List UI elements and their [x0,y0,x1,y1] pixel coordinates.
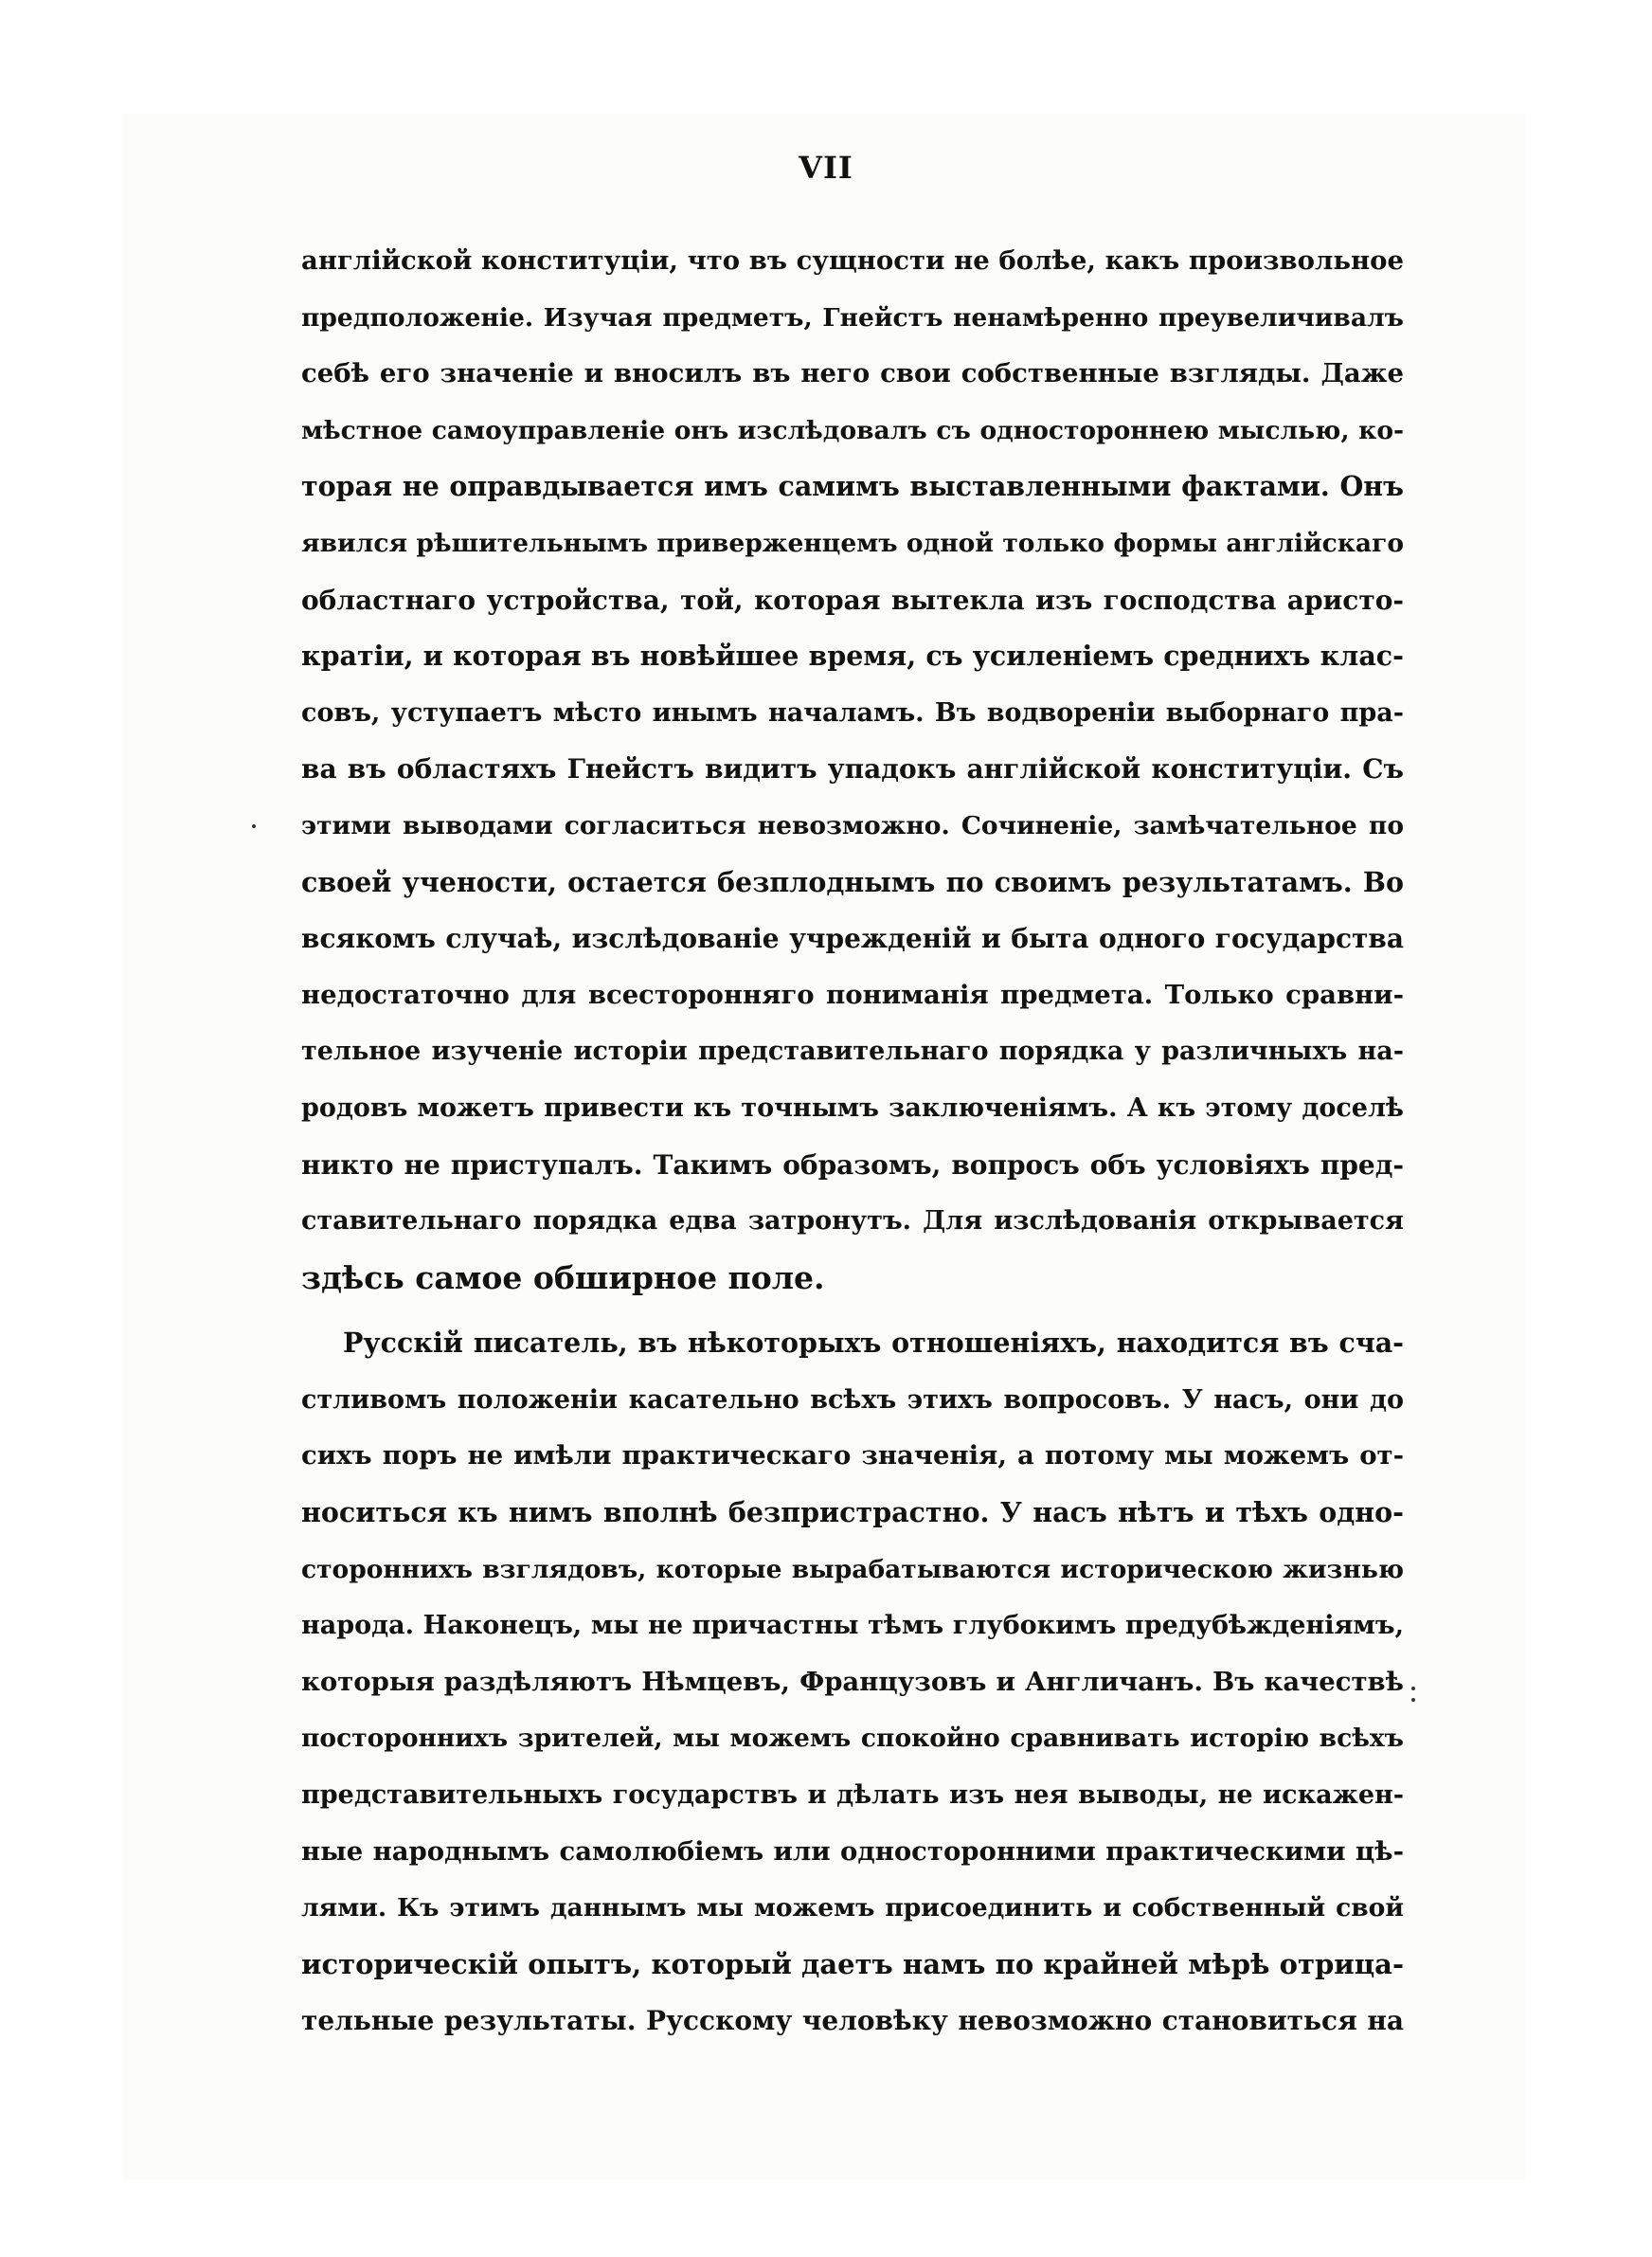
text-line: никто не приступалъ. Такимъ образомъ, вопросъ объ условіяхъ пред- [301,1148,1404,1181]
text-line: Русскій писатель, въ нѣкоторыхъ отношеніяхъ, находится въ сча- [343,1327,1404,1360]
text-line: тельное изученіе исторіи представительнаго порядка у различныхъ на- [301,1037,1404,1067]
paragraph-gap [301,1306,1404,1315]
page-number: VII [799,150,853,186]
text-line: ва въ областяхъ Гнейстъ видитъ упадокъ англійской конституціи. Съ [301,753,1404,785]
text-line: стливомъ положеніи касательно всѣхъ этихъ вопросовъ. У насъ, они до [301,1384,1404,1415]
text-line: всякомъ случаѣ, изслѣдованіе учрежденій и быта одного государства [301,923,1404,955]
text-line: совъ, уступаетъ мѣсто инымъ началамъ. Въ водвореніи выборнаго пра- [301,697,1404,728]
text-line: этими выводами согласиться невозможно. Сочиненіе, замѣчательное по [301,810,1404,840]
body-text [301,233,1404,2049]
text-line: лями. Къ этимъ даннымъ мы можемъ присоединить и собственный свой [301,1893,1404,1923]
text-line: торая не оправдывается имъ самимъ выставленными фактами. Онъ [301,470,1404,503]
text-line: тельные результаты. Русскому человѣку невозможно становиться на [301,2005,1404,2037]
text-line: мѣстное самоуправленіе онъ изслѣдовалъ съ одностороннею мыслью, ко- [301,415,1404,445]
text-line: сихъ поръ не имѣли практическаго значенія, а потому мы можемъ от- [301,1440,1404,1472]
text-line: англійской конституціи, что въ сущности не болѣе, какъ произвольное [301,245,1404,276]
scan-speck [1411,1698,1415,1702]
text-line: историческій опытъ, который даетъ намъ по крайней мѣрѣ отрица- [301,1947,1404,1980]
text-line: ставительнаго порядка едва затронутъ. Для изслѣдованія открывается [301,1206,1404,1237]
text-line: народа. Наконецъ, мы не причастны тѣмъ глубокимъ предубѣжденіямъ, [301,1611,1404,1641]
paragraph-2 [301,1315,1404,2049]
text-line: постороннихъ зрителей, мы можемъ спокойно сравнивать исторію всѣхъ [301,1724,1404,1754]
text-line: стороннихъ взглядовъ, которые вырабатываются историческою жизнью [301,1554,1404,1584]
scan-speck [1411,1687,1415,1690]
text-line: носиться къ нимъ вполнѣ безпристрастно. У насъ нѣтъ и тѣхъ одно- [301,1496,1404,1529]
text-line: которыя раздѣляютъ Нѣмцевъ, Французовъ и Англичанъ. Въ качествѣ [301,1666,1404,1697]
text-line: ные народнымъ самолюбіемъ или односторонними практическими цѣ- [301,1835,1404,1867]
text-line: кратіи, и которая въ новѣйшее время, съ усиленіемъ среднихъ клас- [301,640,1404,673]
text-line: представительныхъ государствъ и дѣлать изъ нея выводы, не искажен- [301,1780,1404,1811]
text-line: недостаточно для всесторонняго пониманія предмета. Только сравни- [301,979,1404,1010]
paragraph-1 [301,233,1404,1306]
text-line: себѣ его значеніе и вносилъ въ него свои собственные взгляды. Даже [301,358,1404,389]
text-line: здѣсь самое обширное поле. [301,1258,825,1296]
text-line: областнаго устройства, той, которая вытекла изъ господства аристо- [301,584,1404,616]
text-line: своей учености, остается безплоднымъ по своимъ результатамъ. Во [301,865,1404,898]
text-line: родовъ можетъ привести къ точнымъ заключеніямъ. А къ этому доселѣ [301,1092,1404,1123]
text-line: предположеніе. Изучая предметъ, Гнейстъ ненамѣренно преувеличивалъ [301,302,1404,333]
scan-speck [252,824,256,828]
text-line: явился рѣшительнымъ приверженцемъ одной только формы англійскаго [301,528,1404,558]
